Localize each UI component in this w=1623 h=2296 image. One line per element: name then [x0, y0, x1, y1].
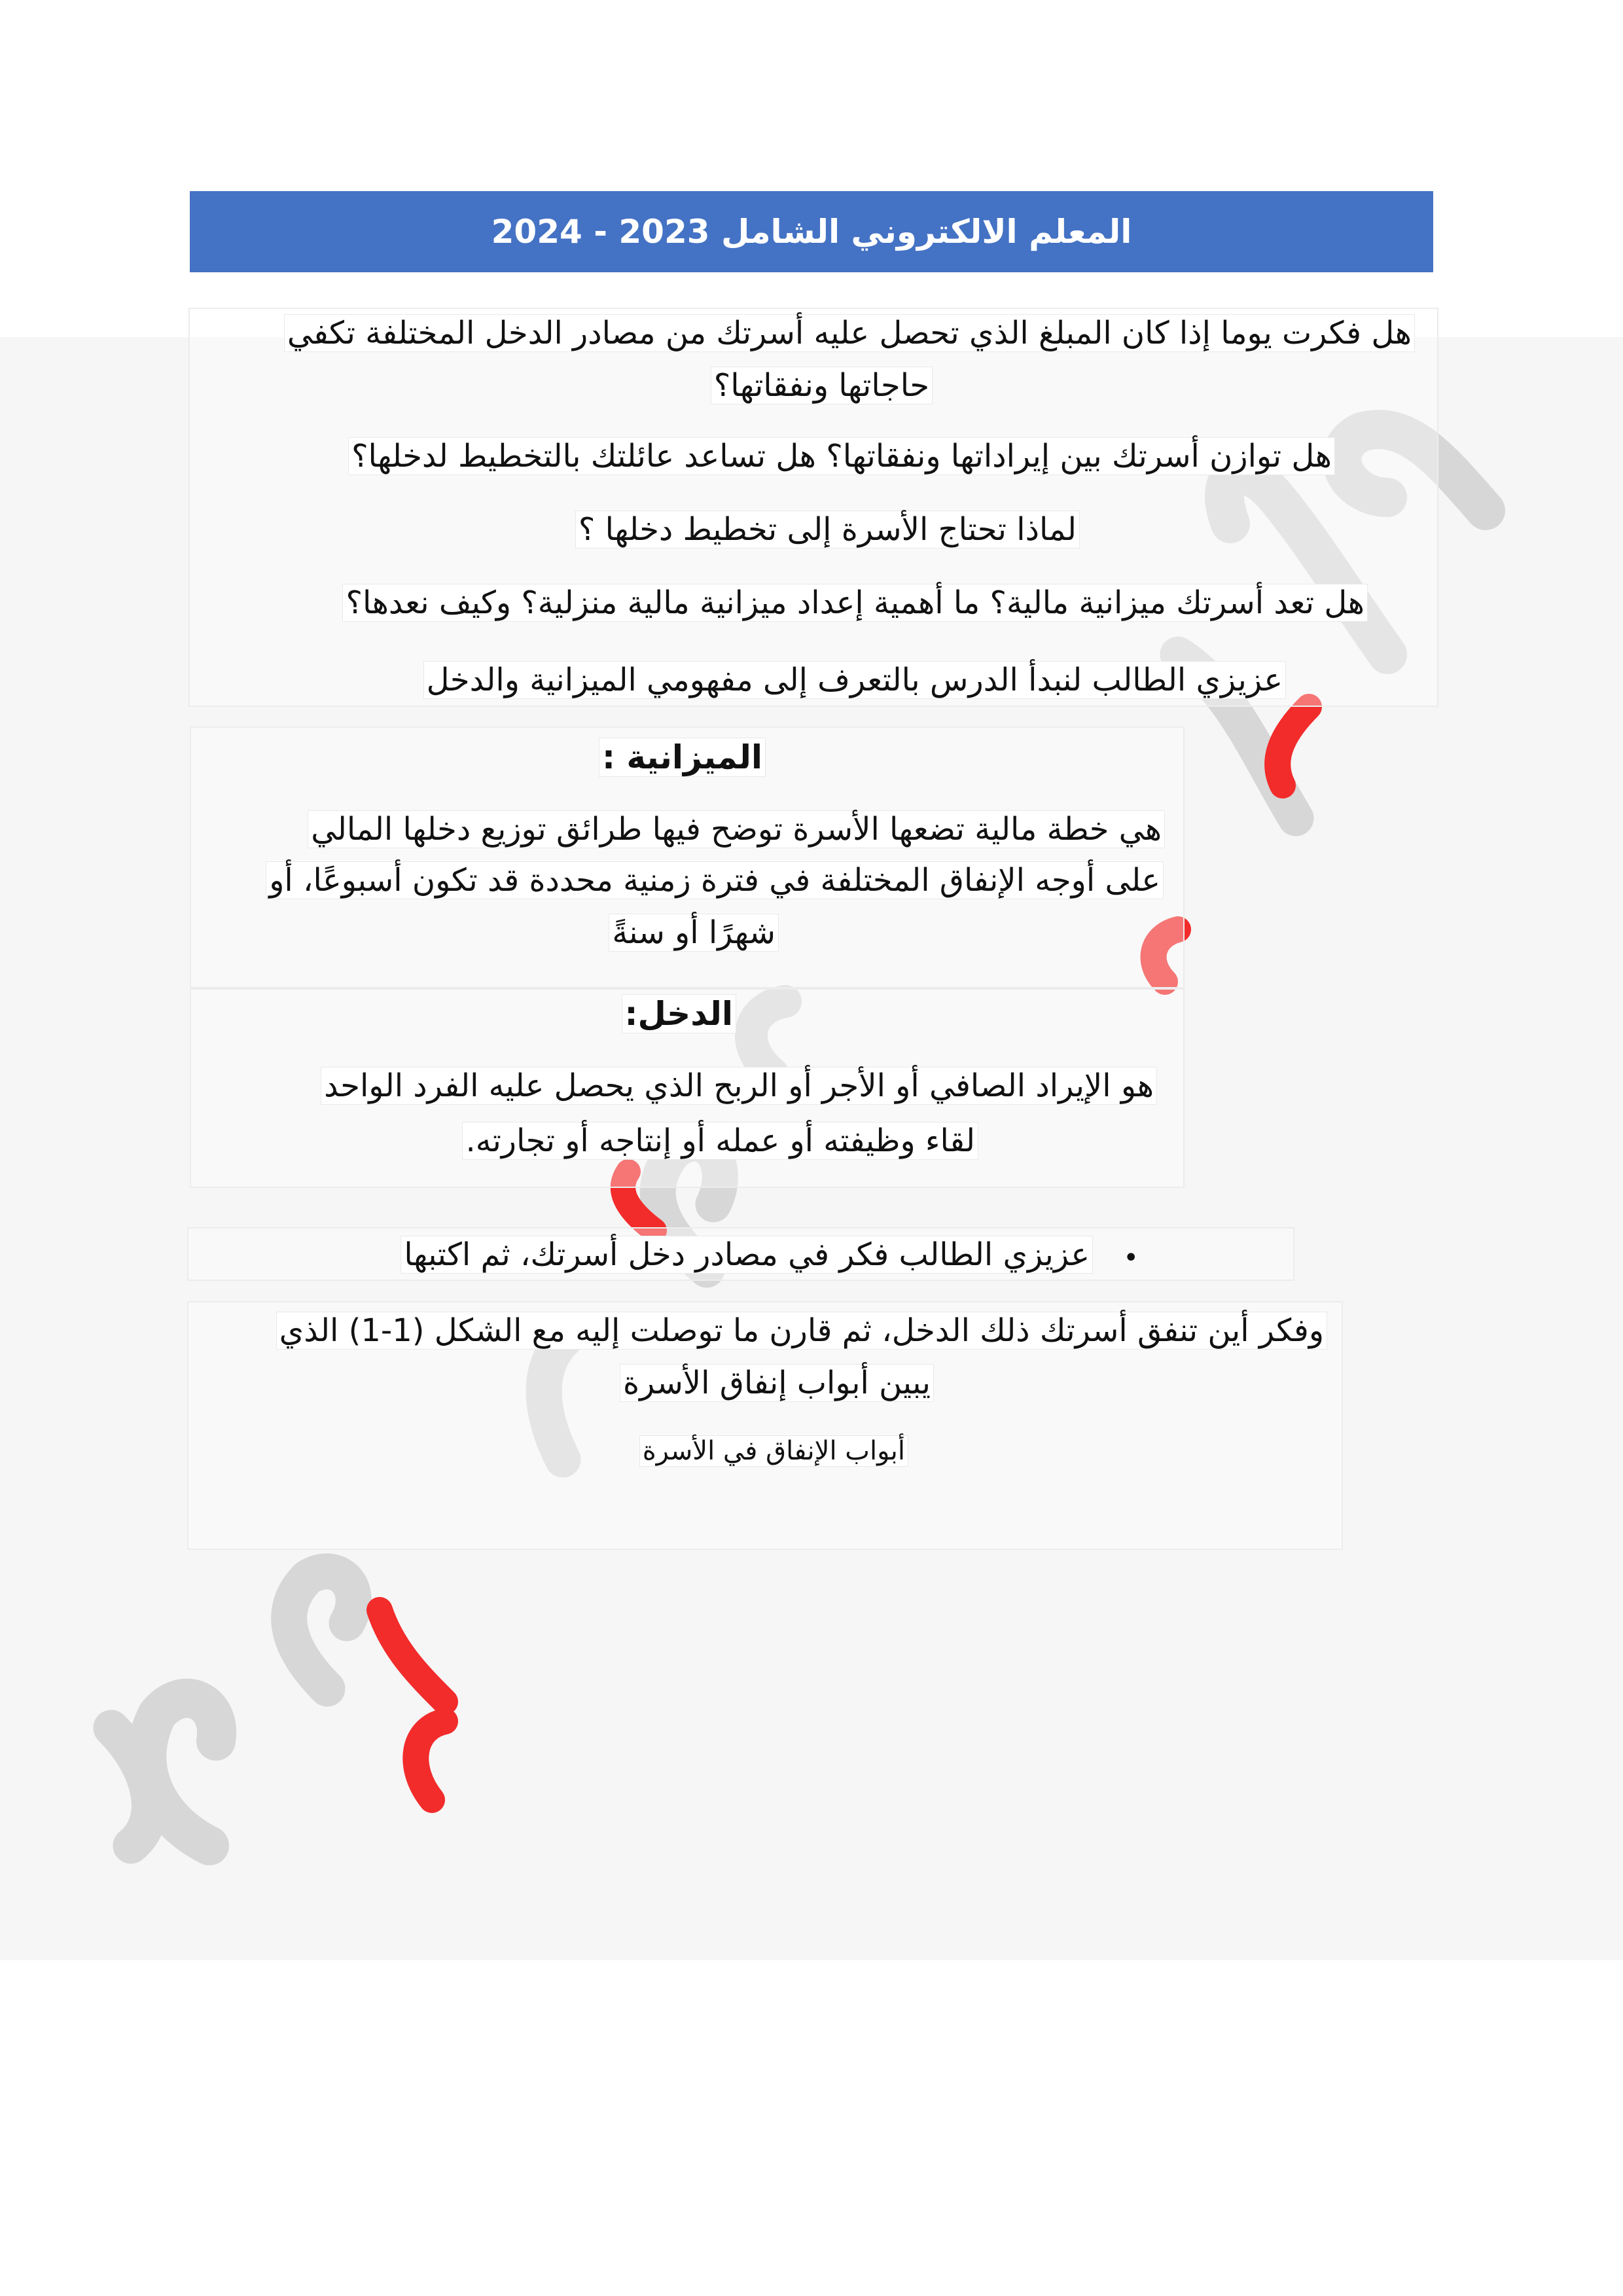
figure-caption: أبواب الإنفاق في الأسرة [639, 1427, 908, 1475]
intro-question-4: هل تعد أسرتك ميزانية مالية؟ ما أهمية إعداد ميزانية مالية منزلية؟ وكيف نعدها؟ [342, 579, 1368, 627]
budget-definition-line-2: على أوجه الإنفاق المختلفة في فترة زمنية محددة قد تكون أسبوعًا، أو [266, 856, 1164, 905]
intro-question-1-line-2: حاجاتها ونفقاتها؟ [711, 361, 933, 410]
intro-question-3: لماذا تحتاج الأسرة إلى تخطيط دخلها ؟ [575, 505, 1080, 554]
income-definition-line-1: هو الإيراد الصافي أو الأجر أو الربح الذي يحصل عليه الفرد الواحد [321, 1062, 1157, 1110]
intro-lesson-start: عزيزي الطالب لنبدأ الدرس بالتعرف إلى مفهومي الميزانية والدخل [423, 656, 1286, 704]
budget-definition-line-1: هي خطة مالية تضعها الأسرة توضح فيها طرائق توزيع دخلها المالي [308, 805, 1165, 853]
activity-instruction-line-2: يبين أبواب إنفاق الأسرة [620, 1359, 934, 1407]
intro-question-2: هل توازن أسرتك بين إيراداتها ونفقاتها؟ هل تساعد عائلتك بالتخطيط لدخلها؟ [348, 432, 1335, 480]
bullet-symbol: • [1123, 1243, 1139, 1273]
activity-bullet-text: عزيزي الطالب فكر في مصادر دخل أسرتك، ثم اكتبها [401, 1230, 1093, 1279]
income-heading: الدخل: [622, 990, 736, 1038]
income-definition-line-2: لقاء وظيفته أو عمله أو إنتاجه أو تجارته. [462, 1117, 978, 1165]
budget-definition-line-3: شهرًا أو سنةً [609, 908, 779, 957]
header-title: المعلم الالكتروني الشامل 2023 - 2024 [491, 213, 1132, 251]
budget-heading: الميزانية : [599, 733, 766, 781]
activity-instruction-line-1: وفكر أين تنفق أسرتك ذلك الدخل، ثم قارن ما توصلت إليه مع الشكل (1-1) الذي [276, 1306, 1327, 1355]
intro-question-1-line-1: هل فكرت يوما إذا كان المبلغ الذي تحصل عليه أسرتك من مصادر الدخل المختلفة تكفي [284, 309, 1415, 357]
page-header-bar [190, 191, 1433, 272]
